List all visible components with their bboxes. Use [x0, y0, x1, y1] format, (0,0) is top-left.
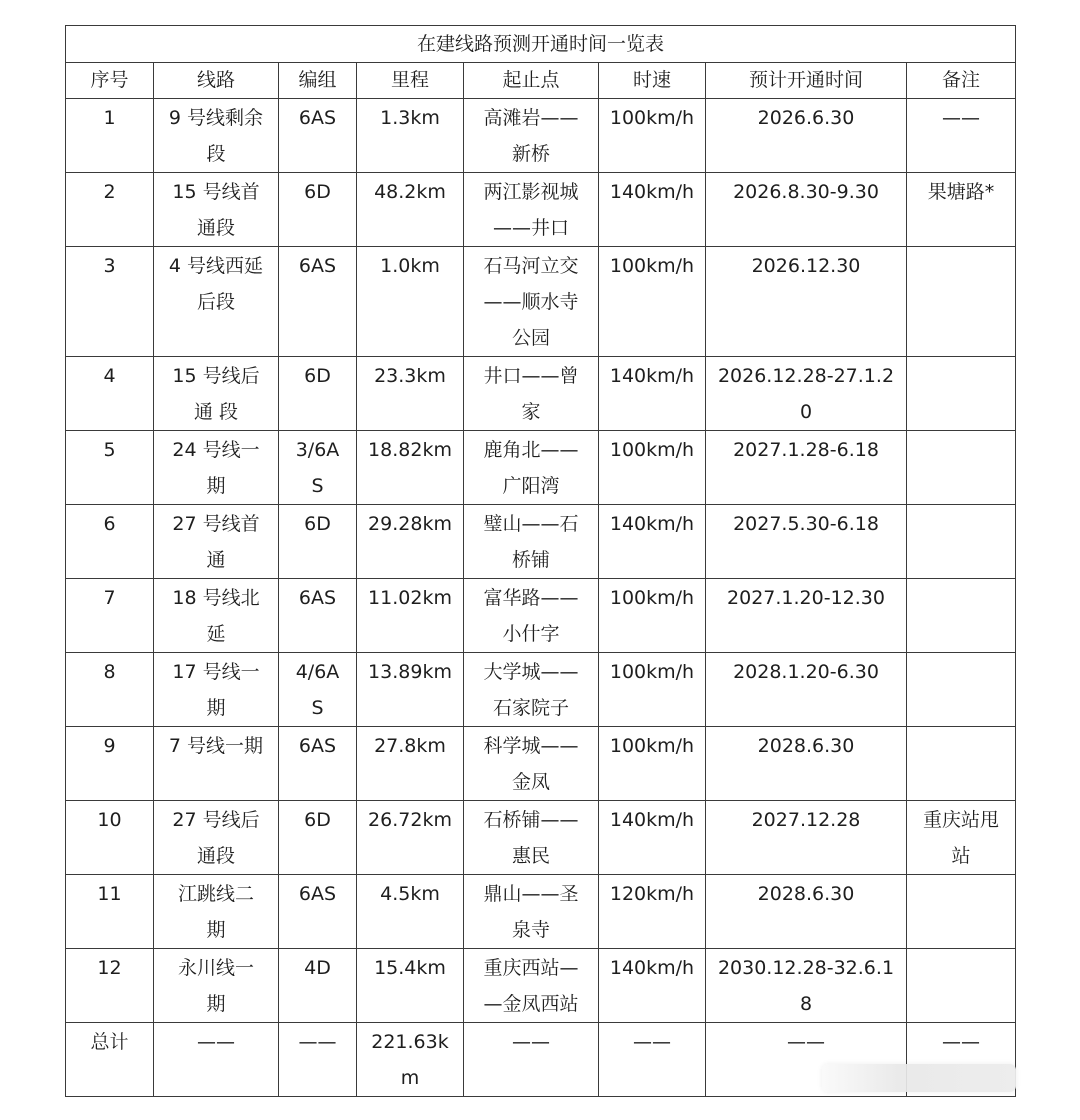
cell-opening: 2027.12.28 — [706, 801, 907, 875]
cell-line: 15 号线首 通段 — [154, 173, 279, 247]
cell-endpoints: 鹿角北—— 广阳湾 — [464, 431, 599, 505]
cell-opening: 2030.12.28-32.6.1 8 — [706, 949, 907, 1023]
column-header-no: 序号 — [66, 63, 154, 99]
cell-formation: 6D — [279, 505, 357, 579]
cell-note — [907, 247, 1016, 357]
cell-line: 18 号线北 延 — [154, 579, 279, 653]
cell-opening: 2026.12.30 — [706, 247, 907, 357]
header-row — [66, 63, 1016, 99]
cell-note — [907, 653, 1016, 727]
cell-endpoints: 石马河立交 ——顺水寺 公园 — [464, 247, 599, 357]
cell-endpoints: 科学城—— 金凤 — [464, 727, 599, 801]
column-header-note: 备注 — [907, 63, 1016, 99]
cell-opening: 2028.6.30 — [706, 875, 907, 949]
cell-endpoints: 鼎山——圣 泉寺 — [464, 875, 599, 949]
cell-note — [907, 949, 1016, 1023]
schedule-body — [66, 99, 1016, 1097]
cell-endpoints: 井口——曾 家 — [464, 357, 599, 431]
cell-length: 18.82km — [357, 431, 464, 505]
cell-length: 13.89km — [357, 653, 464, 727]
cell-note: 果塘路* — [907, 173, 1016, 247]
cell-no: 9 — [66, 727, 154, 801]
cell-formation: 6AS — [279, 579, 357, 653]
cell-opening: 2026.8.30-9.30 — [706, 173, 907, 247]
total-cell-endpoints: —— — [464, 1023, 599, 1097]
cell-note — [907, 875, 1016, 949]
total-cell-line: —— — [154, 1023, 279, 1097]
title-row — [66, 26, 1016, 63]
cell-length: 1.0km — [357, 247, 464, 357]
total-cell-formation: —— — [279, 1023, 357, 1097]
total-cell-note: —— — [907, 1023, 1016, 1097]
cell-speed: 100km/h — [599, 247, 706, 357]
column-header-opening: 预计开通时间 — [706, 63, 907, 99]
cell-opening: 2028.1.20-6.30 — [706, 653, 907, 727]
cell-opening: 2028.6.30 — [706, 727, 907, 801]
cell-length: 29.28km — [357, 505, 464, 579]
table-row — [66, 247, 1016, 357]
cell-line: 9 号线剩余 段 — [154, 99, 279, 173]
cell-formation: 4/6A S — [279, 653, 357, 727]
cell-no: 8 — [66, 653, 154, 727]
cell-no: 3 — [66, 247, 154, 357]
table-row — [66, 801, 1016, 875]
cell-line: 27 号线首 通 — [154, 505, 279, 579]
total-cell-opening: —— — [706, 1023, 907, 1097]
table-title: 在建线路预测开通时间一览表 — [66, 26, 1016, 63]
schedule-head — [66, 26, 1016, 99]
cell-speed: 100km/h — [599, 431, 706, 505]
cell-no: 10 — [66, 801, 154, 875]
cell-no: 11 — [66, 875, 154, 949]
table-row — [66, 727, 1016, 801]
schedule-table — [65, 25, 1016, 1097]
cell-length: 23.3km — [357, 357, 464, 431]
total-cell-speed: —— — [599, 1023, 706, 1097]
cell-line: 4 号线西延 后段 — [154, 247, 279, 357]
cell-opening: 2026.6.30 — [706, 99, 907, 173]
cell-length: 11.02km — [357, 579, 464, 653]
table-row — [66, 949, 1016, 1023]
cell-speed: 100km/h — [599, 727, 706, 801]
cell-opening: 2027.1.20-12.30 — [706, 579, 907, 653]
cell-formation: 6AS — [279, 875, 357, 949]
total-cell-label: 总计 — [66, 1023, 154, 1097]
cell-length: 4.5km — [357, 875, 464, 949]
cell-no: 7 — [66, 579, 154, 653]
cell-line: 15 号线后 通 段 — [154, 357, 279, 431]
cell-line: 27 号线后 通段 — [154, 801, 279, 875]
cell-length: 26.72km — [357, 801, 464, 875]
cell-line: 永川线一 期 — [154, 949, 279, 1023]
cell-speed: 120km/h — [599, 875, 706, 949]
cell-speed: 140km/h — [599, 357, 706, 431]
table-row — [66, 173, 1016, 247]
cell-line: 7 号线一期 — [154, 727, 279, 801]
cell-note — [907, 579, 1016, 653]
column-header-speed: 时速 — [599, 63, 706, 99]
cell-formation: 3/6A S — [279, 431, 357, 505]
cell-no: 12 — [66, 949, 154, 1023]
cell-note — [907, 431, 1016, 505]
cell-length: 48.2km — [357, 173, 464, 247]
cell-no: 1 — [66, 99, 154, 173]
table-row — [66, 653, 1016, 727]
cell-note: 重庆站甩 站 — [907, 801, 1016, 875]
cell-endpoints: 重庆西站— —金凤西站 — [464, 949, 599, 1023]
cell-line: 17 号线一 期 — [154, 653, 279, 727]
cell-speed: 140km/h — [599, 801, 706, 875]
cell-opening: 2027.5.30-6.18 — [706, 505, 907, 579]
cell-length: 15.4km — [357, 949, 464, 1023]
cell-no: 6 — [66, 505, 154, 579]
column-header-formation: 编组 — [279, 63, 357, 99]
cell-note — [907, 727, 1016, 801]
table-row — [66, 431, 1016, 505]
column-header-endpoints: 起止点 — [464, 63, 599, 99]
cell-line: 江跳线二 期 — [154, 875, 279, 949]
cell-formation: 6AS — [279, 727, 357, 801]
cell-speed: 100km/h — [599, 99, 706, 173]
cell-speed: 100km/h — [599, 653, 706, 727]
cell-formation: 6D — [279, 801, 357, 875]
cell-endpoints: 两江影视城 ——井口 — [464, 173, 599, 247]
table-row — [66, 99, 1016, 173]
cell-no: 5 — [66, 431, 154, 505]
watermark-overlay — [822, 1064, 1016, 1092]
cell-endpoints: 富华路—— 小什字 — [464, 579, 599, 653]
cell-formation: 6AS — [279, 247, 357, 357]
cell-length: 1.3km — [357, 99, 464, 173]
cell-speed: 140km/h — [599, 949, 706, 1023]
cell-formation: 6D — [279, 357, 357, 431]
cell-formation: 6AS — [279, 99, 357, 173]
cell-endpoints: 大学城—— 石家院子 — [464, 653, 599, 727]
cell-formation: 6D — [279, 173, 357, 247]
cell-length: 27.8km — [357, 727, 464, 801]
cell-endpoints: 高滩岩—— 新桥 — [464, 99, 599, 173]
cell-endpoints: 璧山——石 桥铺 — [464, 505, 599, 579]
column-header-line: 线路 — [154, 63, 279, 99]
table-row — [66, 357, 1016, 431]
cell-no: 4 — [66, 357, 154, 431]
cell-endpoints: 石桥铺—— 惠民 — [464, 801, 599, 875]
cell-line: 24 号线一 期 — [154, 431, 279, 505]
cell-note — [907, 357, 1016, 431]
table-row — [66, 579, 1016, 653]
cell-speed: 140km/h — [599, 505, 706, 579]
cell-opening: 2026.12.28-27.1.2 0 — [706, 357, 907, 431]
cell-note — [907, 505, 1016, 579]
table-row — [66, 505, 1016, 579]
cell-speed: 140km/h — [599, 173, 706, 247]
cell-speed: 100km/h — [599, 579, 706, 653]
column-header-length: 里程 — [357, 63, 464, 99]
cell-no: 2 — [66, 173, 154, 247]
total-cell-length: 221.63k m — [357, 1023, 464, 1097]
cell-formation: 4D — [279, 949, 357, 1023]
cell-opening: 2027.1.28-6.18 — [706, 431, 907, 505]
cell-note: —— — [907, 99, 1016, 173]
table-row — [66, 875, 1016, 949]
